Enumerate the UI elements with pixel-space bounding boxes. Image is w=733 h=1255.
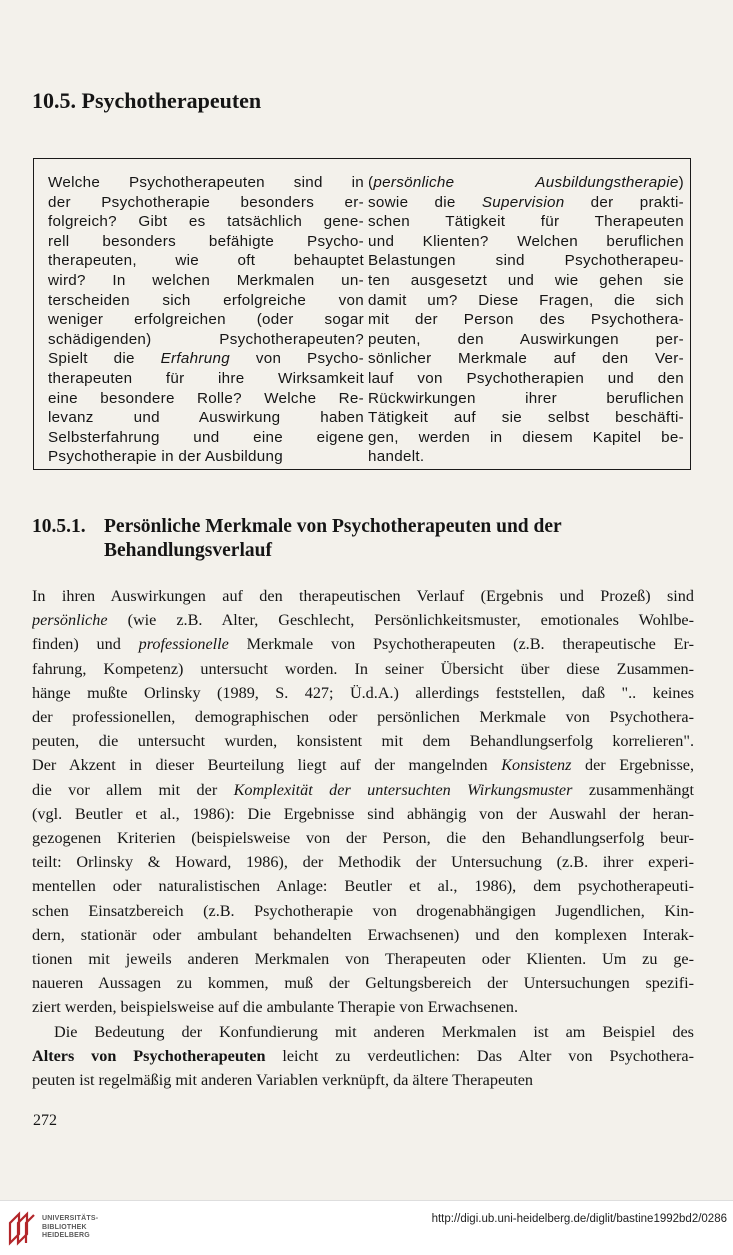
body-text-line [32, 705, 694, 729]
body-text-line [32, 850, 694, 874]
box-text-line [368, 408, 684, 428]
box-text-line [48, 408, 364, 428]
text-run: und Klienten? Welchen beruflichen [368, 232, 684, 250]
section-heading: 10.5. Psychotherapeuten [32, 88, 262, 113]
body-text-line [32, 778, 694, 802]
subsection-title-line2: Behandlungsverlauf [104, 540, 272, 561]
intro-box [33, 158, 691, 470]
text-run: peuten ist regelmäßig mit anderen Variablen verknüpft, da ältere Therapeuten [32, 1071, 534, 1090]
text-run: finden) und [32, 635, 139, 654]
text-run: folgreich? Gibt es tatsächlich gene- [48, 213, 364, 231]
body-paragraphs [32, 584, 694, 1092]
body-text-line [32, 1068, 694, 1092]
text-run: Der Akzent in dieser Beurteilung liegt auf der mangelnden [32, 756, 502, 775]
italic-emphasis: Supervision [481, 193, 565, 211]
body-text-line [32, 657, 694, 681]
library-name-line1: UNIVERSITÄTS- [42, 1215, 99, 1222]
box-text-line [48, 212, 364, 232]
text-run: levanz und Auswirkung haben [48, 409, 364, 427]
text-run: dern, stationär oder ambulant behandelten Erwachsenen) und den komplexen Interak- [32, 925, 694, 944]
text-run: eine besondere Rolle? Welche Re- [48, 389, 364, 407]
body-text-line [32, 947, 694, 971]
italic-emphasis: persönliche [32, 611, 108, 630]
library-name [42, 1215, 98, 1241]
box-text-line [368, 251, 684, 271]
text-run: In ihren Auswirkungen auf den therapeutischen Verlauf (Ergebnis und Prozeß) sind [32, 587, 694, 605]
italic-emphasis: persönliche Ausbildungstherapie [373, 174, 679, 191]
box-text-line [48, 173, 364, 193]
box-text-line [368, 389, 684, 409]
text-run: der Ergebnisse, [571, 756, 694, 775]
text-run: lauf von Psychotherapien und den [368, 369, 684, 387]
text-run: der prakti- [564, 193, 684, 211]
text-run: naueren Aussagen zu kommen, muß der Geltungsbereich der Untersuchungen spezifi- [32, 974, 694, 993]
text-run: mentellen oder naturalistischen Anlage: Beutler et al., 1986), dem psychotherapeuti- [32, 877, 694, 896]
body-text-line [32, 584, 694, 608]
box-text-line [368, 193, 684, 213]
box-text-line [368, 212, 684, 232]
body-text-line [32, 995, 694, 1019]
box-text-line [48, 389, 364, 409]
box-text-line [368, 310, 684, 330]
text-run: Welche Psychotherapeuten sind in [48, 174, 364, 191]
body-text-line [32, 1044, 694, 1068]
subsection-title-line1: Persönliche Merkmale von Psychotherapeuten und der [104, 516, 562, 537]
italic-emphasis: Komplexität der untersuchten Wirkungsmuster [233, 780, 573, 799]
body-text-line [32, 1020, 694, 1044]
bold-emphasis: Alters von Psychotherapeuten [32, 1046, 266, 1065]
box-text-line [48, 291, 364, 311]
body-text-line [32, 608, 694, 632]
intro-box-right-column [368, 173, 684, 467]
text-run: leicht zu verdeutlichen: Das Alter von Psychothera- [265, 1046, 694, 1065]
text-run: ziert werden, beispielsweise auf die ambulante Therapie von Erwachsenen. [32, 998, 519, 1017]
box-text-line [48, 349, 364, 369]
body-text-line [32, 802, 694, 826]
text-run: sönlicher Merkmale auf den Ver- [368, 350, 684, 368]
university-library-logo-icon [6, 1209, 36, 1247]
text-run: schen Tätigkeit für Therapeuten [368, 213, 684, 231]
box-text-line [368, 291, 684, 311]
text-run: (vgl. Beutler et al., 1986): Die Ergebnisse sind abhängig von der Auswahl der heran- [32, 804, 694, 823]
text-run: therapeuten für ihre Wirksamkeit [48, 369, 364, 387]
box-text-line [368, 232, 684, 252]
body-text-line [32, 681, 694, 705]
footer-bar [0, 1200, 733, 1255]
text-run: tionen mit jeweils anderen Merkmalen von Therapeuten oder Klienten. Um zu ge- [32, 950, 694, 969]
text-run: sowie die [368, 193, 482, 211]
text-run: teilt: Orlinsky & Howard, 1986), der Methodik der Untersuchung (z.B. ihrer experi- [32, 853, 694, 872]
text-run: gezogenen Kriterien (beispielsweise von der Person, die den Behandlungserfolg beur- [32, 829, 694, 848]
text-run: Die Bedeutung der Konfundierung mit anderen Merkmalen ist am Beispiel des [54, 1022, 694, 1041]
intro-box-left-column [48, 173, 364, 467]
body-text-line [32, 971, 694, 995]
box-text-line [48, 193, 364, 213]
body-text-line [32, 874, 694, 898]
text-run: (wie z.B. Alter, Geschlecht, Persönlichkeitsmuster, emotionales Wohlbe- [107, 611, 694, 630]
text-run: ten ausgesetzt und wie gehen sie [368, 271, 684, 289]
body-text-line [32, 632, 694, 656]
text-run: zusammenhängt [572, 780, 694, 799]
italic-emphasis: professionelle [138, 635, 229, 654]
library-name-line2: BIBLIOTHEK [42, 1223, 87, 1231]
text-run: schädigenden) Psychotherapeuten? [48, 330, 364, 348]
text-run: damit um? Diese Fragen, die sich [368, 291, 684, 309]
box-text-line [368, 330, 684, 350]
text-run: gen, werden in diesem Kapitel be- [368, 428, 684, 446]
text-run: peuten, den Auswirkungen per- [368, 330, 684, 348]
text-run: peuten, die untersucht wurden, konsistent mit dem Behandlungserfolg korrelieren". [32, 732, 694, 751]
body-text-line [32, 923, 694, 947]
text-run: Merkmale von Psychotherapeuten (z.B. therapeutische Er- [228, 635, 694, 654]
text-run: Tätigkeit auf sie selbst beschäfti- [368, 409, 684, 427]
box-text-line [368, 428, 684, 448]
text-run: therapeuten, wie oft behauptet [48, 252, 364, 270]
text-run: terscheiden sich erfolgreiche von [48, 291, 364, 309]
text-run: rell besonders befähigte Psycho- [48, 232, 364, 250]
text-run: mit der Person des Psychothera- [368, 311, 684, 329]
box-text-line [48, 428, 364, 448]
box-text-line [48, 447, 364, 467]
text-run: handelt. [368, 448, 425, 466]
text-run: weniger erfolgreichen (oder sogar [48, 311, 364, 329]
source-url-link[interactable]: http://digi.ub.uni-heidelberg.de/diglit/bastine1992bd2/0286 [431, 1213, 727, 1225]
text-run: die vor allem mit der [32, 780, 234, 799]
text-run: wird? In welchen Merkmalen un- [48, 271, 364, 289]
text-run: der professionellen, demographischen oder persönlichen Merkmale von Psychothera- [32, 708, 694, 727]
italic-emphasis: Konsistenz [501, 756, 572, 775]
text-run: Rückwirkungen ihrer beruflichen [368, 389, 684, 407]
box-text-line [48, 330, 364, 350]
italic-emphasis: Erfahrung [160, 350, 231, 368]
text-run: schen Einsatzbereich (z.B. Psychotherapie von drogenabhängigen Jugendlichen, Kin- [32, 901, 694, 920]
text-run: fahrung, Kompetenz) untersucht worden. In seiner Übersicht über diese Zusammen- [32, 659, 694, 678]
text-run: von Psycho- [230, 350, 364, 368]
box-text-line [48, 232, 364, 252]
box-text-line [48, 310, 364, 330]
text-run: Selbsterfahrung und eine eigene [48, 428, 364, 446]
box-text-line [368, 369, 684, 389]
box-text-line [48, 251, 364, 271]
box-text-line [48, 369, 364, 389]
text-run: ( [368, 174, 374, 191]
box-text-line [368, 271, 684, 291]
body-text-line [32, 899, 694, 923]
text-run: Spielt die [48, 350, 161, 368]
box-text-line [368, 173, 684, 193]
text-run: hänge mußte Orlinsky (1989, S. 427; Ü.d.A.) allerdings feststellen, daß ".. keines [32, 683, 694, 702]
text-run: ) [678, 174, 684, 191]
box-text-line [368, 447, 684, 467]
subsection-number: 10.5.1. [32, 516, 86, 537]
subsection-heading [32, 515, 692, 563]
box-text-line [48, 271, 364, 291]
body-text-line [32, 753, 694, 777]
body-text-line [32, 826, 694, 850]
body-text-line [32, 729, 694, 753]
page-number: 272 [33, 1112, 57, 1129]
library-name-line3: HEIDELBERG [42, 1232, 90, 1239]
text-run: Belastungen sind Psychotherapeu- [368, 252, 684, 270]
text-run: Psychotherapie in der Ausbildung [48, 448, 284, 466]
text-run: der Psychotherapie besonders er- [48, 193, 364, 211]
box-text-line [368, 349, 684, 369]
